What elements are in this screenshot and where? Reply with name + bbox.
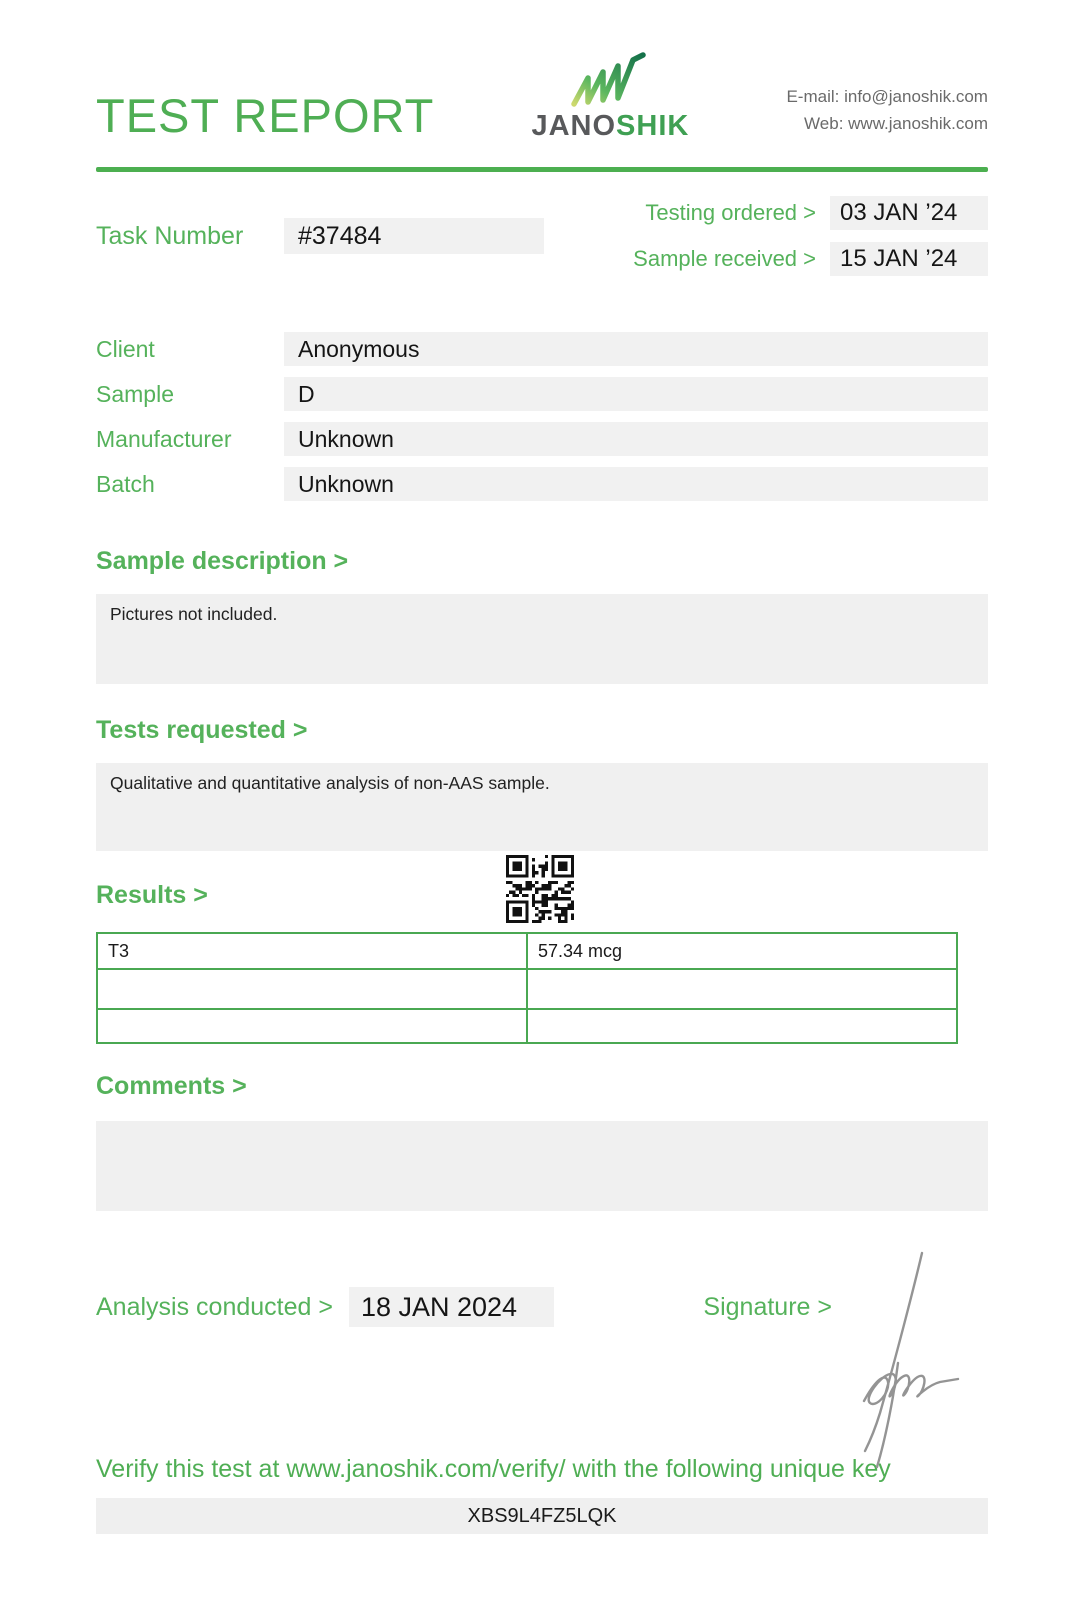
analysis-conducted-value: 18 JAN 2024 — [349, 1287, 554, 1327]
info-row-sample — [96, 377, 988, 411]
results-table — [96, 932, 958, 1044]
results-heading: Results > — [96, 881, 208, 909]
batch-value: Unknown — [284, 467, 988, 501]
testing-ordered-row — [620, 196, 988, 230]
results-row-3 — [97, 1009, 957, 1043]
web-value: www.janoshik.com — [848, 113, 988, 133]
manufacturer-value: Unknown — [284, 422, 988, 456]
results-section — [96, 881, 988, 1044]
tests-requested-box: Qualitative and quantitative analysis of non-AAS sample. — [96, 763, 988, 851]
logo-wordmark — [530, 112, 690, 141]
logo-wordmark-jano: JANO — [531, 110, 617, 142]
task-number-row — [96, 196, 544, 276]
batch-label: Batch — [96, 470, 155, 497]
info-row-manufacturer — [96, 422, 988, 456]
results-row-2 — [97, 969, 957, 1009]
result-analyte: T3 — [97, 933, 527, 969]
tests-requested-heading: Tests requested > — [96, 716, 308, 744]
analysis-conducted-label: Analysis conducted > — [96, 1292, 333, 1321]
header-divider — [96, 167, 988, 172]
testing-ordered-value: 03 JAN ’24 — [830, 196, 988, 230]
janoshik-logo — [530, 52, 690, 141]
sample-received-value: 15 JAN ’24 — [830, 242, 988, 276]
contact-email-line — [786, 84, 988, 110]
comments-heading: Comments > — [96, 1072, 247, 1100]
page-title: TEST REPORT — [96, 89, 435, 142]
logo-wordmark-shik: SHIK — [616, 110, 690, 142]
client-value: Anonymous — [284, 332, 988, 366]
task-number-value: #37484 — [284, 218, 544, 254]
testing-ordered-label: Testing ordered > — [645, 200, 816, 225]
task-section — [96, 196, 988, 276]
results-row-1 — [97, 933, 957, 969]
contact-info — [786, 84, 988, 141]
signature-image — [826, 1245, 986, 1473]
unique-key-value: XBS9L4FZ5LQK — [96, 1498, 988, 1534]
verify-instruction: Verify this test at www.janoshik.com/verify/ with the following unique key — [96, 1455, 891, 1483]
info-row-batch — [96, 467, 988, 501]
email-value: info@janoshik.com — [844, 87, 988, 107]
result-value: 57.34 mcg — [527, 933, 957, 969]
qr-code — [506, 855, 574, 923]
dates-block — [620, 196, 988, 276]
comments-box — [96, 1121, 988, 1211]
result-analyte-empty-2 — [97, 1009, 527, 1043]
sample-description-heading: Sample description > — [96, 547, 349, 575]
web-label: Web: — [804, 113, 844, 133]
result-analyte-empty — [97, 969, 527, 1009]
info-section — [96, 332, 988, 501]
sample-label: Sample — [96, 380, 174, 407]
result-value-empty — [527, 969, 957, 1009]
manufacturer-label: Manufacturer — [96, 425, 232, 452]
contact-web-line — [786, 111, 988, 137]
sample-received-row — [620, 242, 988, 276]
client-label: Client — [96, 335, 155, 362]
sample-description-box: Pictures not included. — [96, 594, 988, 684]
logo-chart-icon — [567, 52, 653, 110]
signature-label: Signature > — [703, 1292, 832, 1321]
task-number-label: Task Number — [96, 221, 244, 250]
analysis-conducted-row — [96, 1287, 554, 1327]
info-row-client — [96, 332, 988, 366]
header — [96, 52, 988, 141]
email-label: E-mail: — [786, 87, 840, 107]
sample-value: D — [284, 377, 988, 411]
sample-received-label: Sample received > — [633, 246, 816, 271]
result-value-empty-2 — [527, 1009, 957, 1043]
